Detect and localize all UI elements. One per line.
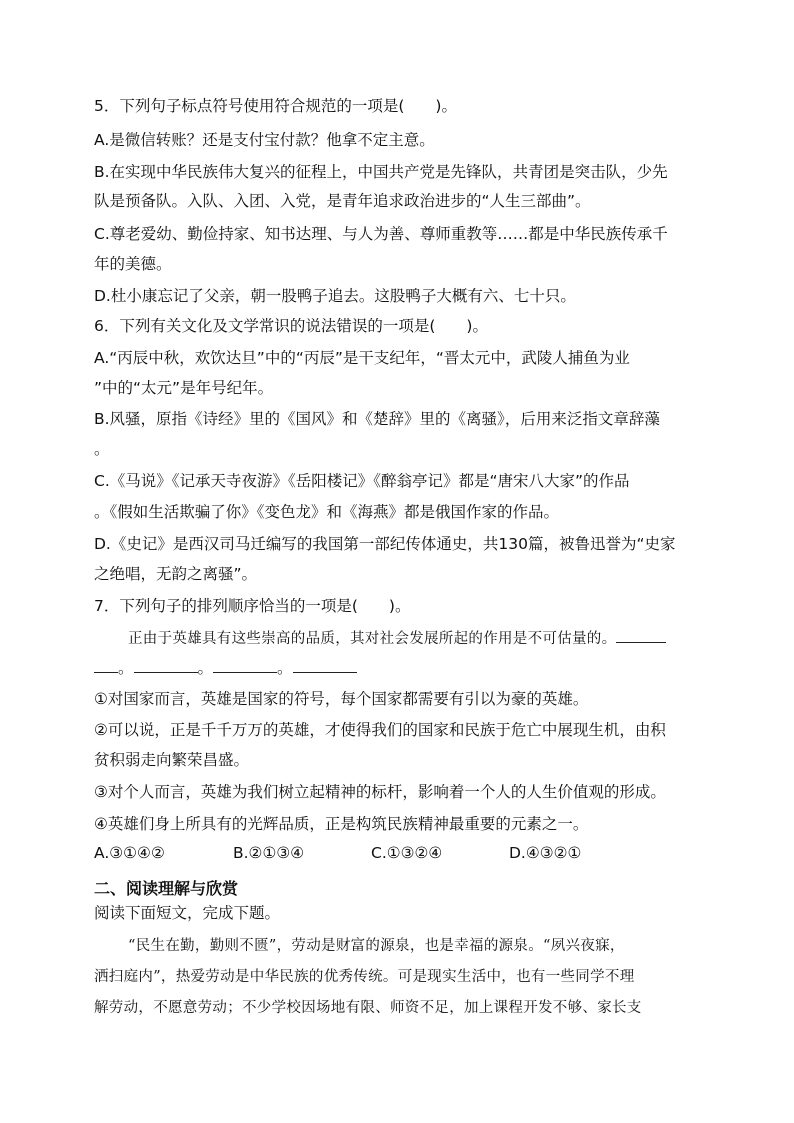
reading-instruction: 阅读下面短文，完成下题。 <box>94 904 281 922</box>
q7-sentence-2-line2: 贫积弱走向繁荣昌盛。 <box>94 751 250 769</box>
blank-separator: 。 <box>197 659 214 677</box>
q6-option-d-line2: 之绝唱，无韵之离骚”。 <box>94 565 258 583</box>
q7-option-d[interactable]: D.④③②① <box>509 844 582 862</box>
q6-option-c-line2: 。《假如生活欺骗了你》《变色龙》和《海燕》都是俄国作家的作品。 <box>94 503 560 521</box>
q7-options <box>94 843 694 863</box>
q5-option-b-line2: 队是预备队。入队、入团、入党，是青年追求政治进步的“人生三部曲”。 <box>94 192 591 210</box>
answer-blank[interactable] <box>616 628 666 643</box>
q6-option-d-line1: D.《史记》是西汉司马迁编写的我国第一部纪传体通史，共130篇，被鲁迅誉为“史家 <box>94 535 676 553</box>
answer-blank[interactable] <box>94 658 118 673</box>
q6-option-a-line1: A.“丙辰中秋，欢饮达旦”中的“丙辰”是干支纪年，“晋太元中，武陵人捕鱼为业 <box>94 349 630 367</box>
answer-blank[interactable] <box>213 658 277 673</box>
q6-option-b-line1: B.风骚，原指《诗经》里的《国风》和《楚辞》里的《离骚》，后用来泛指文章辞藻 <box>94 410 660 428</box>
blank-separator: 。 <box>118 659 134 677</box>
blank-separator: 。 <box>277 659 293 677</box>
passage-line-2: 洒扫庭内”，热爱劳动是中华民族的优秀传统。可是现实生活中，也有一些同学不理 <box>94 969 635 985</box>
q5-option-b-line1: B.在实现中华民族伟大复兴的征程上，中国共产党是先锋队，共青团是突击队，少先 <box>94 163 668 181</box>
q7-sentence-1: ①对国家而言，英雄是国家的符号，每个国家都需要有引以为豪的英雄。 <box>94 690 589 708</box>
section-heading: 二、阅读理解与欣赏 <box>94 879 239 898</box>
answer-blank[interactable] <box>134 658 198 673</box>
q6-option-b-line2: 。 <box>94 440 110 458</box>
q7-sentence-3: ③对个人而言，英雄为我们树立起精神的标杆，影响着一个人的人生价值观的形成。 <box>94 783 666 801</box>
q7-blank-row <box>94 658 357 678</box>
q6-stem: 6．下列有关文化及文学常识的说法错误的一项是( )。 <box>94 317 488 335</box>
passage-line-3: 解劳动，不愿意劳动；不少学校因场地有限、师资不足，加上课程开发不够、家长支 <box>94 1000 642 1016</box>
q7-option-b[interactable]: B.②①③④ <box>233 844 305 862</box>
q6-option-c-line1: C.《马说》《记承天寺夜游》《岳阳楼记》《醉翁亭记》都是“唐宋八大家”的作品 <box>94 472 630 490</box>
q7-option-a[interactable]: A.③①④② <box>94 844 165 862</box>
q5-stem: 5．下列句子标点符号使用符合规范的一项是( )。 <box>94 97 457 115</box>
q5-option-d: D.杜小康忘记了父亲，朝一股鸭子追去。这股鸭子大概有六、七十只。 <box>94 287 576 305</box>
q7-stem: 7．下列句子的排列顺序恰当的一项是( )。 <box>94 597 411 615</box>
q5-option-a: A.是微信转账？还是支付宝付款？他拿不定主意。 <box>94 131 435 149</box>
q7-lead-text: 正由于英雄具有这些崇高的品质，其对社会发展所起的作用是不可估量的。 <box>128 631 617 647</box>
q6-option-a-line2: ”中的“太元”是年号纪年。 <box>94 379 274 397</box>
answer-blank[interactable] <box>293 658 357 673</box>
passage-line-1: “民生在勤，勤则不匮”，劳动是财富的源泉，也是幸福的源泉。“夙兴夜寐， <box>128 938 625 954</box>
q7-sentence-2-line1: ②可以说，正是千千万万的英雄，才使得我们的国家和民族于危亡中展现生机，由积 <box>94 721 666 739</box>
q5-option-c-line2: 年的美德。 <box>94 255 172 273</box>
q5-option-c-line1: C.尊老爱幼、勤俭持家、知书达理、与人为善、尊师重教等……都是中华民族传承千 <box>94 225 668 243</box>
q7-option-c[interactable]: C.①③②④ <box>371 844 443 862</box>
q7-lead-sentence <box>128 628 666 649</box>
q7-sentence-4: ④英雄们身上所具有的光辉品质，正是构筑民族精神最重要的元素之一。 <box>94 815 589 833</box>
